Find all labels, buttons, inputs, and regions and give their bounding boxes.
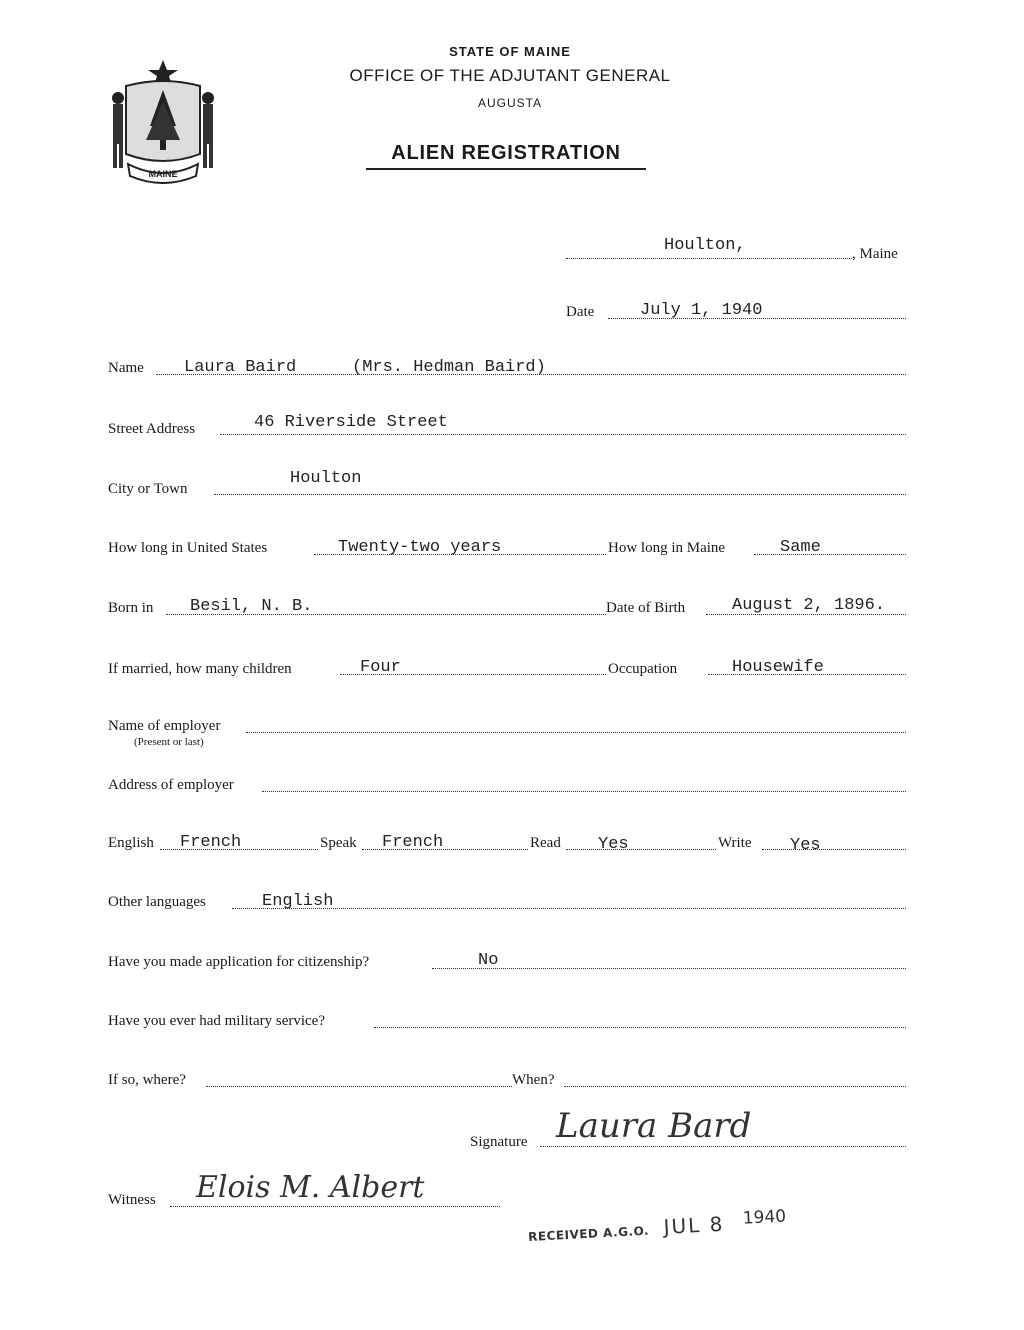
write-value: Yes — [790, 836, 821, 855]
other-languages-value: English — [262, 892, 334, 911]
employer-sublabel: (Present or last) — [134, 736, 204, 748]
where-label: If so, where? — [108, 1072, 186, 1088]
employer-line — [246, 732, 906, 733]
occupation-label: Occupation — [608, 661, 678, 677]
employer-address-label: Address of employer — [108, 777, 234, 793]
signature-line — [540, 1146, 906, 1147]
english-label: English — [108, 835, 154, 851]
stamp-date-text: JUL 8 — [662, 1211, 725, 1239]
location-suffix: , Maine — [852, 246, 898, 262]
employer-address-line — [262, 791, 906, 792]
citizenship-value: No — [478, 951, 499, 970]
dob-value: August 2, 1896. — [732, 596, 886, 615]
occupation-value: Housewife — [732, 658, 824, 677]
signature-value: Laura Bard — [556, 1106, 752, 1146]
street-label: Street Address — [108, 421, 196, 437]
born-in-label: Born in — [108, 600, 154, 616]
where-line — [206, 1086, 512, 1087]
seal-banner-text: MAINE — [148, 169, 178, 179]
form-title: ALIEN REGISTRATION — [366, 142, 646, 170]
other-languages-label: Other languages — [108, 894, 206, 910]
name-alt-value: (Mrs. Hedman Baird) — [352, 358, 546, 377]
military-label: Have you ever had military service? — [108, 1013, 325, 1029]
city-line — [214, 494, 906, 495]
city-value: Houlton — [290, 469, 362, 488]
name-value: Laura Baird — [184, 358, 297, 377]
read-label: Read — [530, 835, 561, 851]
how-long-me-line — [754, 554, 906, 555]
name-label: Name — [108, 360, 144, 376]
header-city: AUGUSTA — [477, 96, 543, 110]
city-label: City or Town — [108, 481, 188, 497]
street-line — [220, 434, 906, 435]
born-in-value: Besil, N. B. — [190, 597, 313, 616]
speak-label: Speak — [320, 835, 357, 851]
dob-label: Date of Birth — [606, 600, 686, 616]
header-office: OFFICE OF THE ADJUTANT GENERAL — [349, 66, 671, 85]
english-value: French — [180, 833, 242, 852]
date-value: July 1, 1940 — [640, 301, 763, 320]
speak-value: French — [382, 833, 444, 852]
stamp-year-text: 1940 — [742, 1206, 787, 1229]
citizenship-label: Have you made application for citizenship? — [108, 954, 370, 970]
children-value: Four — [360, 658, 401, 677]
write-label: Write — [718, 835, 752, 851]
military-line — [374, 1027, 906, 1028]
maine-state-seal-icon — [108, 56, 218, 184]
how-long-me-label: How long in Maine — [608, 540, 726, 556]
signature-label: Signature — [470, 1134, 528, 1150]
header-state: STATE OF MAINE — [449, 44, 571, 59]
witness-line — [170, 1206, 500, 1207]
witness-value: Elois M. Albert — [196, 1170, 425, 1205]
write-line — [762, 849, 906, 850]
citizenship-line — [432, 968, 906, 969]
when-line — [564, 1086, 906, 1087]
location-line — [566, 258, 852, 259]
read-value: Yes — [598, 835, 629, 854]
children-label: If married, how many children — [108, 661, 292, 677]
street-value: 46 Riverside Street — [254, 413, 448, 432]
read-line — [566, 849, 716, 850]
date-label: Date — [566, 304, 595, 320]
location-value: Houlton, — [664, 236, 746, 255]
how-long-us-value: Twenty-two years — [338, 538, 502, 557]
how-long-us-label: How long in United States — [108, 540, 268, 556]
when-label: When? — [512, 1072, 555, 1088]
how-long-me-value: Same — [780, 538, 821, 557]
received-stamp — [527, 1208, 787, 1246]
stamp-received-text: RECEIVED A.G.O. — [527, 1223, 650, 1244]
witness-label: Witness — [108, 1192, 156, 1208]
employer-label: Name of employer — [108, 718, 221, 734]
